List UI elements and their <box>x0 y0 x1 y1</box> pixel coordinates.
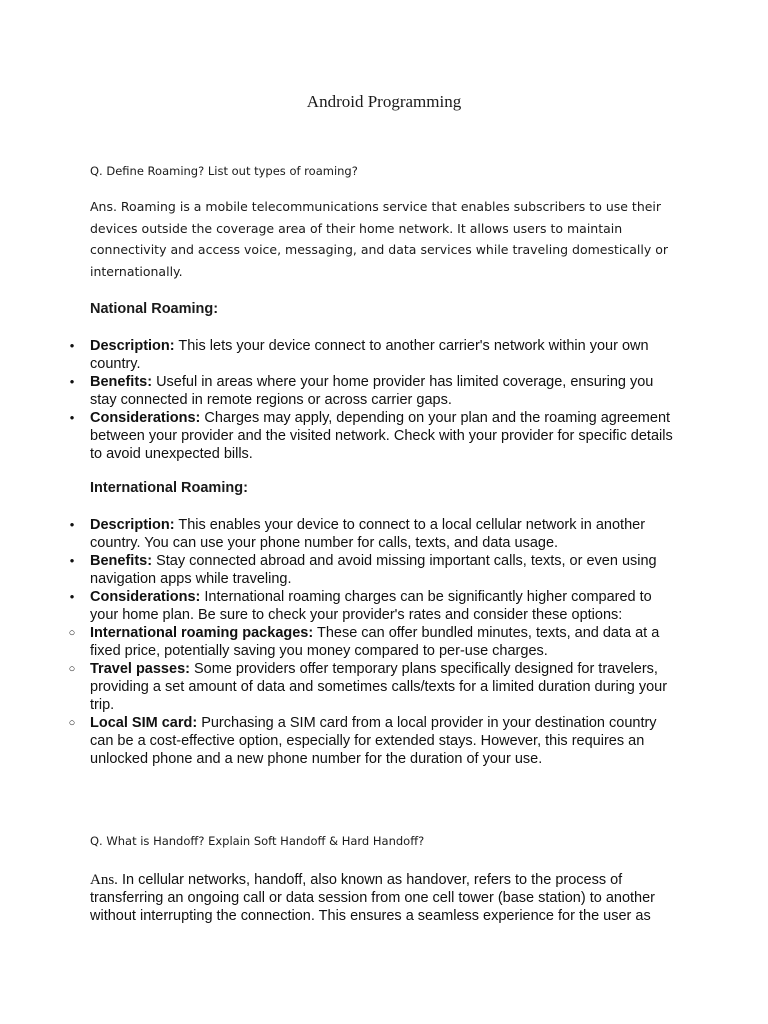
bullet-icon: • <box>69 374 75 389</box>
item-text: Useful in areas where your home provider has limited coverage, ensuring you stay connected in remote regions or across carrier gaps. <box>90 374 654 408</box>
item-text: Some providers offer temporary plans specifically designed for travelers, providing a set amount of data and sometimes calls/texts for a limited duration during your trip. <box>90 661 668 713</box>
item-label: International roaming packages: <box>90 625 314 641</box>
answer-roaming: Ans. Roaming is a mobile telecommunications service that enables subscribers to use their devices outside the coverage area of their home network. It allows users to maintain connectivity and access voice, messaging, and data services while traveling domestically or internationally. <box>90 199 668 279</box>
item-text: Stay connected abroad and avoid missing important calls, texts, or even using navigation apps while traveling. <box>90 553 657 587</box>
list-item <box>0 373 768 409</box>
list-item <box>0 660 768 714</box>
question-handoff: Q. What is Handoff? Explain Soft Handoff & Hard Handoff? <box>90 834 425 848</box>
bullet-icon: • <box>69 589 75 604</box>
answer-handoff <box>90 871 680 925</box>
answer-text: In cellular networks, handoff, also known as handover, refers to the process of transferring an ongoing call or data session from one cell tower (base station) to another without interrupting the connection. This ensures a seamless experience for the user as <box>90 872 656 924</box>
circle-bullet-icon: ○ <box>68 663 76 675</box>
list-item <box>0 409 768 463</box>
item-text: These can offer bundled minutes, texts, and data at a fixed price, potentially saving you money compared to per-use charges. <box>90 625 660 659</box>
list-item <box>0 588 768 624</box>
circle-bullet-icon: ○ <box>68 717 76 729</box>
item-label: Considerations: <box>90 589 201 605</box>
item-label: Considerations: <box>90 410 201 426</box>
national-roaming-list <box>0 337 768 463</box>
international-roaming-heading: International Roaming: <box>90 480 248 496</box>
item-label: Description: <box>90 517 175 533</box>
list-item <box>0 516 768 552</box>
list-item <box>0 337 768 373</box>
item-text: This lets your device connect to another carrier's network within your own country. <box>90 338 649 372</box>
item-label: Description: <box>90 338 175 354</box>
item-label: Benefits: <box>90 553 153 569</box>
document-title: Android Programming <box>306 92 462 111</box>
international-roaming-list <box>0 516 768 768</box>
question-roaming: Q. Define Roaming? List out types of roaming? <box>90 164 358 178</box>
bullet-icon: • <box>69 517 75 532</box>
list-item <box>0 624 768 660</box>
item-text: Charges may apply, depending on your plan and the roaming agreement between your provider and the visited network. Check with your provider for specific details to avoid unexpected bills. <box>90 410 673 462</box>
item-label: Travel passes: <box>90 661 190 677</box>
item-text: International roaming charges can be significantly higher compared to your home plan. Be sure to check your provider's rates and consider these options: <box>90 589 652 623</box>
bullet-icon: • <box>69 410 75 425</box>
item-text: This enables your device to connect to a local cellular network in another country. You can use your phone number for calls, texts, and data usage. <box>90 517 646 551</box>
answer-label: Ans. <box>90 872 118 888</box>
item-label: Benefits: <box>90 374 153 390</box>
national-roaming-heading: National Roaming: <box>90 301 219 317</box>
circle-bullet-icon: ○ <box>68 627 76 639</box>
list-item <box>0 552 768 588</box>
item-text: Purchasing a SIM card from a local provider in your destination country can be a cost-effective option, especially for extended stays. However, this requires an unlocked phone and a new phone number for the duration of your use. <box>90 715 657 767</box>
list-item <box>0 714 768 768</box>
item-label: Local SIM card: <box>90 715 198 731</box>
bullet-icon: • <box>69 553 75 568</box>
bullet-icon: • <box>69 338 75 353</box>
